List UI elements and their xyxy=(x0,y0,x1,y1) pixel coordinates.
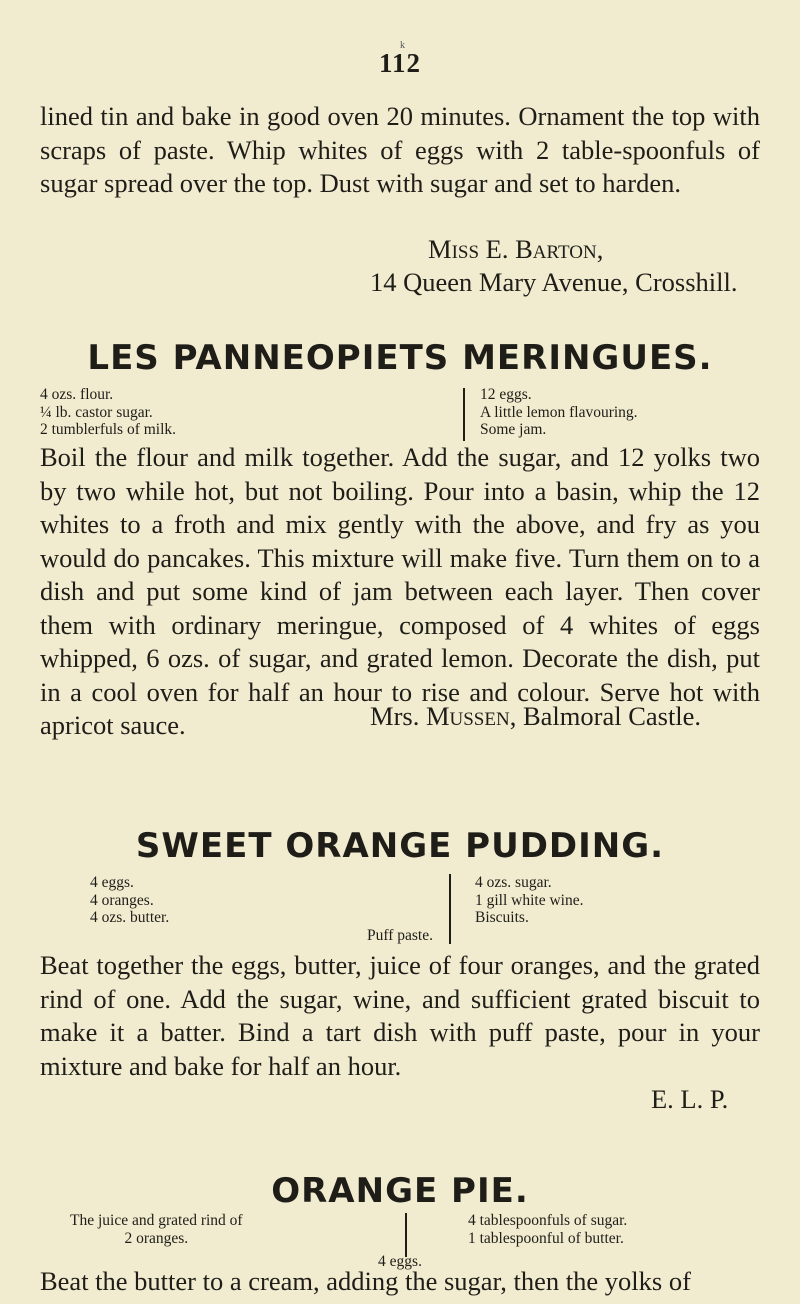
ingredient: 4 ozs. sugar. xyxy=(475,874,552,891)
recipe-title-sweet-orange-pudding: SWEET ORANGE PUDDING. xyxy=(135,826,665,866)
ingredient: 4 eggs. xyxy=(90,874,134,891)
method-pudding: Beat together the eggs, butter, juice of four oranges, and the grated rind of one. Add the sugar, wine, and sufficient grated biscuit to make it a batter. Bind a tart dish with puff paste, pour in your mixture and bake for half an hour. xyxy=(40,950,760,1081)
ingredient-divider xyxy=(463,388,465,441)
ingredients-right-pudding xyxy=(475,874,584,927)
ingredients-footer-pie: 4 eggs. xyxy=(378,1253,422,1270)
signature-meringues: Mrs. Mussen, Balmoral Castle. xyxy=(370,701,702,731)
recipe-title-orange-pie: ORANGE PIE. xyxy=(271,1171,529,1211)
ingredient: 12 eggs. xyxy=(480,386,532,403)
ingredient: 1 gill white wine. xyxy=(475,891,584,909)
signature-pudding: E. L. P. xyxy=(651,1084,729,1114)
ingredient: 4 oranges. xyxy=(90,891,154,909)
ingredients-left-pie xyxy=(70,1212,243,1247)
ingredients-left-pudding xyxy=(90,874,169,927)
ingredient: 4 ozs. flour. xyxy=(40,386,114,403)
method-meringues: Boil the flour and milk together. Add the sugar, and 12 yolks two by two while hot, but not boiling. Pour into a basin, whip the 12 whites to a froth and mix gently with the above, and fry as you would do pancakes. This mixture will make five. Turn them on to a dish and put some kind of jam between each layer. Then cover them with ordinary meringue, composed of 4 whites of eggs whipped, 6 ozs. of sugar, and grated lemon. Decorate the dish, put in a cool oven for half an hour to rise and colour. Serve hot with apricot sauce. xyxy=(40,442,760,740)
intro-paragraph: lined tin and bake in good oven 20 minutes. Ornament the top with scraps of paste. Whip whites of eggs with 2 table-spoonfuls of sugar spread over the top. Dust with sugar and set to harden. xyxy=(40,101,760,198)
ingredient: Biscuits. xyxy=(475,909,529,926)
ingredient: A little lemon flavouring. xyxy=(480,403,638,421)
intro-signature-name: Miss E. Barton, xyxy=(428,234,604,264)
ingredient: 4 tablespoonfuls of sugar. xyxy=(468,1212,628,1229)
page-number: 112 xyxy=(378,48,421,78)
ingredients-left-meringues xyxy=(40,386,176,439)
ingredient: 4 ozs. butter. xyxy=(90,909,170,926)
recipe-title-meringues: LES PANNEOPIETS MERINGUES. xyxy=(87,338,713,378)
ingredient-divider xyxy=(405,1213,407,1257)
ingredients-right-meringues xyxy=(480,386,638,439)
ingredients-footer-pudding: Puff paste. xyxy=(366,927,433,944)
ingredient: The juice and grated rind of xyxy=(70,1212,243,1229)
ingredient: 2 oranges. xyxy=(124,1229,189,1247)
ingredient: 1 tablespoonful of butter. xyxy=(468,1229,624,1247)
top-mark: k xyxy=(400,40,405,51)
ingredient: ¼ lb. castor sugar. xyxy=(40,403,153,421)
ingredient: 2 tumblerfuls of milk. xyxy=(40,421,177,438)
ingredients-right-pie xyxy=(468,1212,627,1247)
method-pie: Beat the butter to a cream, adding the sugar, then the yolks of xyxy=(40,1266,691,1296)
intro-signature-address: 14 Queen Mary Avenue, Crosshill. xyxy=(370,267,738,297)
ingredient: Some jam. xyxy=(480,421,547,438)
